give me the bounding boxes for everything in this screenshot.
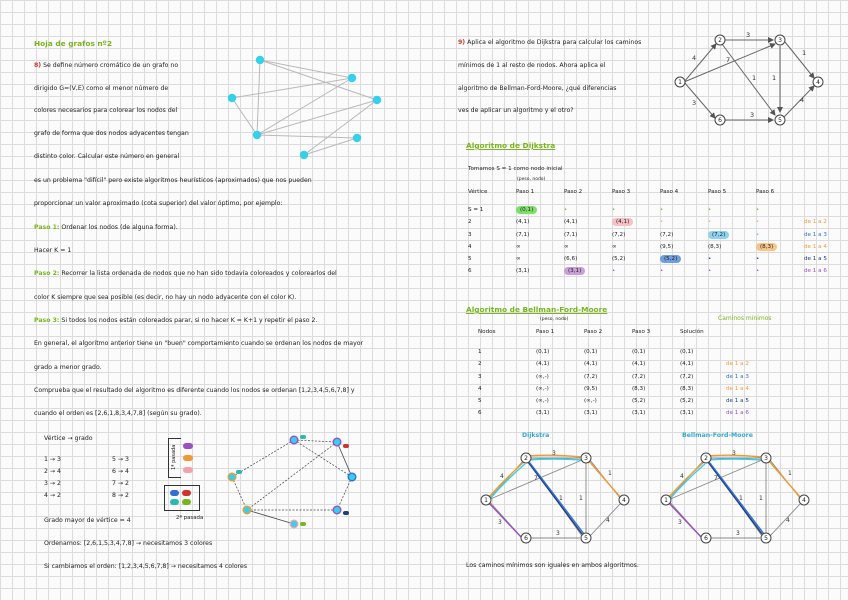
graph-node xyxy=(228,94,236,102)
svg-text:1: 1 xyxy=(484,497,488,504)
svg-text:1: 1 xyxy=(608,470,612,477)
table-row: 6 (3,1) (3,1) (3,1) (3,1) de 1 a 6 xyxy=(478,410,749,417)
svg-text:6: 6 xyxy=(524,535,528,542)
table-header-row: Vértice Paso 1 Paso 2 Paso 3 Paso 4 Paso 5 Paso 6 xyxy=(468,189,775,196)
table-row: 3 (∞,-) (7,2) (7,2) (7,2) de 1 a 3 xyxy=(478,373,749,380)
color-swatch xyxy=(183,467,193,473)
svg-text:3: 3 xyxy=(584,455,588,462)
svg-text:5: 5 xyxy=(764,535,768,542)
svg-text:1: 1 xyxy=(579,495,583,502)
sheet-title: Hoja de grafos nº2 xyxy=(34,39,112,48)
svg-text:5: 5 xyxy=(778,117,782,124)
svg-text:3: 3 xyxy=(764,455,768,462)
table-row: 6 (3,1) (3,1) • • • • de 1 a 6 xyxy=(468,268,827,275)
q8-line-5: distinto color. Calcular este número en general xyxy=(34,153,180,160)
color-swatch xyxy=(183,455,193,461)
ordenamos: Ordenamos: [2,6,1,5,3,4,7,8] → necesitamos 3 colores xyxy=(44,540,213,547)
compr-2: cuando el orden es [2,6,1,8,3,4,7,8] (según su grado). xyxy=(34,410,202,417)
table-row: 4 (∞,-) (9,5) (8,3) (8,3) de 1 a 4 xyxy=(478,385,749,392)
grado-item: 4 → 2 xyxy=(44,492,61,499)
second-pass-label: 2ª pasada xyxy=(176,515,204,521)
graph-node xyxy=(256,56,264,64)
svg-text:6: 6 xyxy=(704,535,708,542)
svg-text:3: 3 xyxy=(746,31,751,39)
q8-line-1: 8) Se define número cromático de un grafo no xyxy=(34,62,179,69)
caminos-minimos: Caminos mínimos xyxy=(718,315,772,322)
dijkstra-result-graph xyxy=(476,448,636,548)
svg-text:7: 7 xyxy=(714,475,718,482)
svg-text:1: 1 xyxy=(802,49,807,57)
svg-text:3: 3 xyxy=(556,530,560,537)
paso3: Paso 3: Si todos los nodos están coloreados parar, si no hacer K = K+1 y repetir el paso 2. xyxy=(34,317,318,324)
svg-text:4: 4 xyxy=(802,497,806,504)
svg-text:1: 1 xyxy=(788,470,792,477)
graph-node xyxy=(348,74,356,82)
svg-text:1: 1 xyxy=(678,79,682,86)
q8-line-3: colores necesarios para colorear los nodos del xyxy=(34,107,178,114)
second-pass-box xyxy=(164,485,200,511)
svg-text:1: 1 xyxy=(739,495,743,502)
q9-line-4: ves de aplicar un algoritmo y el otro? xyxy=(458,107,574,114)
grado-item: 5 → 3 xyxy=(112,456,129,463)
table-row: 4 ∞ ∞ ∞ (9,5) (8,3) (8,3) de 1 a 4 xyxy=(468,243,827,250)
graph-node xyxy=(353,134,361,142)
bf-title: Algoritmo de Bellman-Ford-Moore xyxy=(466,305,608,314)
vertice-grado: Vértice → grado xyxy=(44,435,93,442)
svg-text:7: 7 xyxy=(534,475,538,482)
svg-text:4: 4 xyxy=(622,497,626,504)
table-row: 1 (0,1) (0,1) (0,1) (0,1) xyxy=(478,349,694,356)
table-row: 5 (∞,-) (∞,-) (5,2) (5,2) de 1 a 5 xyxy=(478,398,749,405)
general-1: En general, el algoritmo anterior tiene un "buen" comportamiento cuando se ordenan los nodos de mayor xyxy=(34,340,364,347)
svg-text:1: 1 xyxy=(759,495,763,502)
svg-text:3: 3 xyxy=(736,530,740,537)
svg-text:3: 3 xyxy=(552,450,556,457)
peso-nodo: (peso, nodo) xyxy=(517,177,546,182)
tomamos: Tomamos S = 1 como nodo inicial xyxy=(468,166,563,172)
svg-text:7: 7 xyxy=(726,56,731,64)
q8-line-4: grafo de forma que dos nodos adyacentes tengan xyxy=(34,130,189,137)
svg-text:4: 4 xyxy=(692,54,697,62)
cambiamos: Si cambiamos el orden: [1,2,3,4,5,6,7,8] → necesitamos 4 colores xyxy=(44,563,248,570)
general-2: grado a menor grado. xyxy=(34,364,102,371)
svg-text:4: 4 xyxy=(606,517,610,524)
dijkstra-graph-label: Dijkstra xyxy=(522,432,550,439)
table-row: S = 1 (0,1) • • • • • xyxy=(468,207,760,214)
bf-peso-nodo: (peso, nodo) xyxy=(540,317,569,322)
grado-item: 3 → 2 xyxy=(44,480,61,487)
grado-item: 8 → 2 xyxy=(112,492,129,499)
paso2: Paso 2: Recorrer la lista ordenada de nodos que no han sido todavía coloreados y colorearlos del xyxy=(34,270,337,277)
q9-line-3: algoritmo de Bellman-Ford-Moore, ¿qué diferencias xyxy=(458,85,617,92)
svg-text:4: 4 xyxy=(800,96,805,104)
grado-item: 7 → 2 xyxy=(112,480,129,487)
svg-text:1: 1 xyxy=(772,74,777,82)
svg-text:1: 1 xyxy=(752,74,757,82)
q9-line-2: mínimos de 1 al resto de nodos. Ahora aplica el xyxy=(458,62,606,69)
svg-text:4: 4 xyxy=(680,473,684,480)
color-swatch xyxy=(183,443,193,449)
table-row: 2 (4,1) (4,1) (4,1) (4,1) de 1 a 2 xyxy=(478,361,749,368)
svg-text:3: 3 xyxy=(692,99,697,107)
svg-text:4: 4 xyxy=(816,79,820,86)
svg-text:3: 3 xyxy=(750,111,755,119)
q8-line-2: dirigido G=(V,E) como el menor número de xyxy=(34,85,169,92)
hacer-k: Hacer K = 1 xyxy=(34,247,72,254)
svg-text:3: 3 xyxy=(678,519,682,526)
conclusion: Los caminos mínimos son iguales en ambos algoritmos. xyxy=(466,562,639,569)
compr-1: Comprueba que el resultado del algoritmo es diferente cuando los nodos se ordenan [1,2,3,4,5,6,7,8] y xyxy=(34,387,355,394)
q8-line-6: es un problema "difícil" pero existe algoritmos heurísticos (aproximados) que nos pueden xyxy=(34,177,312,184)
dijkstra-table xyxy=(468,186,834,277)
grado-mayor: Grado mayor de vértice = 4 xyxy=(44,517,131,524)
graph-node xyxy=(253,131,261,139)
bf-result-graph xyxy=(656,448,816,548)
svg-text:2: 2 xyxy=(718,37,722,44)
svg-text:6: 6 xyxy=(718,117,722,124)
svg-text:4: 4 xyxy=(786,517,790,524)
graph-node xyxy=(300,151,308,159)
svg-text:5: 5 xyxy=(584,535,588,542)
table-header-row: Nodos Paso 1 Paso 2 Paso 3 Solución xyxy=(478,329,704,336)
weighted-digraph xyxy=(670,30,832,130)
graph-node xyxy=(373,96,381,104)
coloring-graph xyxy=(222,50,392,162)
svg-text:1: 1 xyxy=(559,495,563,502)
table-row: 3 (7,1) (7,1) (7,2) (7,2) (7,2) • de 1 a 3 xyxy=(468,231,827,238)
grado-item: 1 → 3 xyxy=(44,456,61,463)
grado-item: 6 → 4 xyxy=(112,468,129,475)
svg-text:2: 2 xyxy=(704,455,708,462)
bf-table xyxy=(478,326,766,419)
svg-text:1: 1 xyxy=(664,497,668,504)
bf-graph-label: Bellman-Ford-Moore xyxy=(682,432,753,439)
svg-text:3: 3 xyxy=(778,37,782,44)
table-row: 5 ∞ (6,6) (5,2) (5,2) • • de 1 a 5 xyxy=(468,256,827,263)
svg-text:3: 3 xyxy=(498,519,502,526)
colored-graph xyxy=(222,432,362,530)
svg-text:3: 3 xyxy=(732,450,736,457)
grado-item: 2 → 4 xyxy=(44,468,61,475)
first-pass-label: 1ª pasada xyxy=(171,444,177,470)
paso2-cont: color K siempre que sea posible (es decir, no hay un nodo adyacente con el color K). xyxy=(34,294,297,301)
q8-line-7: proporcionar un valor aproximado (cota superior) del valor óptimo, por ejemplo: xyxy=(34,200,283,207)
q9-line-1: 9) Aplica el algoritmo de Dijkstra para calcular los caminos xyxy=(458,39,642,46)
table-row: 2 (4,1) (4,1) (4,1) • • • de 1 a 2 xyxy=(468,219,827,226)
svg-text:4: 4 xyxy=(500,473,504,480)
dijkstra-title: Algoritmo de Dijkstra xyxy=(466,141,556,150)
paso1: Paso 1: Ordenar los nodos (de alguna forma). xyxy=(34,224,178,231)
svg-text:2: 2 xyxy=(524,455,528,462)
